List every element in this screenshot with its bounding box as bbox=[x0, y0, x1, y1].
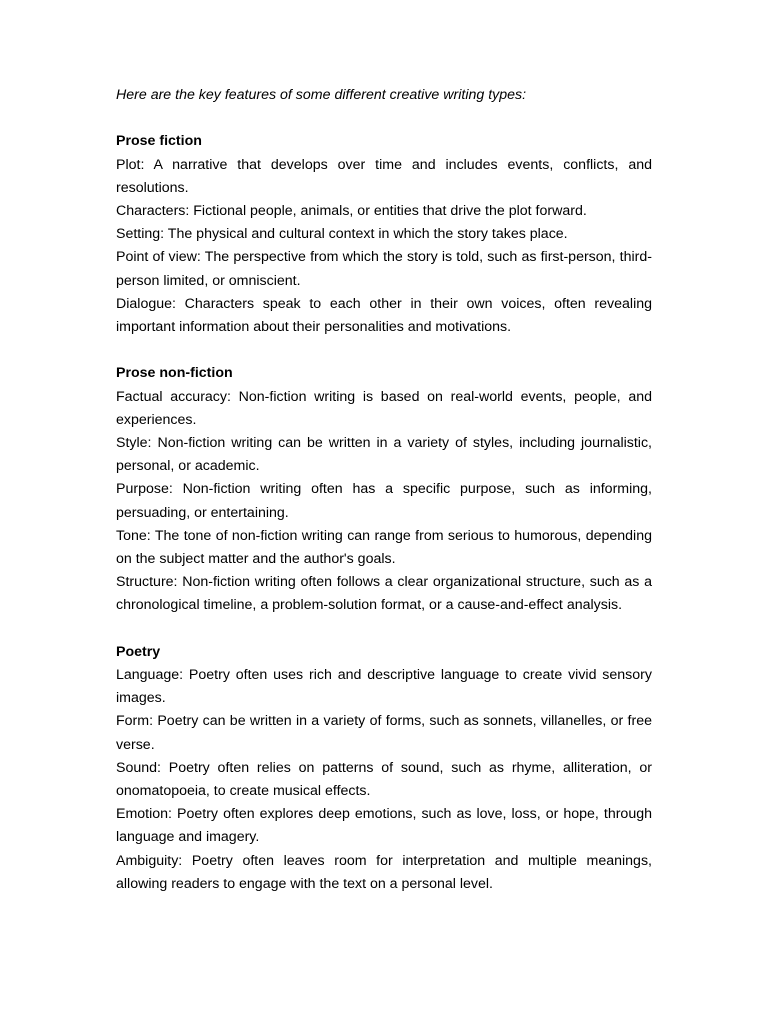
document-body bbox=[116, 84, 652, 919]
feature-structure: Structure: Non-fiction writing often follows a clear organizational structure, such as a chronological timeline, a problem-solution format, or a cause-and-effect analysis. bbox=[116, 574, 652, 614]
section-poetry bbox=[116, 641, 652, 896]
feature-factual-accuracy: Factual accuracy: Non-fiction writing is based on real-world events, people, and experiences. bbox=[116, 388, 652, 428]
section-heading: Prose fiction bbox=[116, 133, 202, 150]
feature-purpose: Purpose: Non-fiction writing often has a specific purpose, such as informing, persuading, or entertaining. bbox=[116, 481, 652, 521]
feature-tone: Tone: The tone of non-fiction writing can range from serious to humorous, depending on the subject matter and the author's goals. bbox=[116, 527, 652, 568]
feature-sound: Sound: Poetry often relies on patterns of sound, such as rhyme, alliteration, or onomatopoeia, to create musical effects. bbox=[116, 759, 652, 800]
section-prose-non-fiction bbox=[116, 362, 652, 617]
feature-characters: Characters: Fictional people, animals, or entities that drive the plot forward. bbox=[116, 203, 587, 219]
feature-dialogue: Dialogue: Characters speak to each other in their own voices, often revealing important information about their personalities and motivations. bbox=[116, 295, 652, 336]
section-heading: Prose non-fiction bbox=[116, 365, 233, 382]
feature-style: Style: Non-fiction writing can be written in a variety of styles, including journalistic, personal, or academic. bbox=[116, 435, 652, 475]
feature-form: Form: Poetry can be written in a variety of forms, such as sonnets, villanelles, or free verse. bbox=[116, 713, 652, 753]
section-prose-fiction bbox=[116, 130, 652, 339]
feature-plot: Plot: A narrative that develops over time and includes events, conflicts, and resolutions. bbox=[116, 156, 652, 196]
feature-ambiguity: Ambiguity: Poetry often leaves room for interpretation and multiple meanings, allowing readers to engage with the text on a personal level. bbox=[116, 852, 652, 892]
intro-text: Here are the key features of some different creative writing types: bbox=[116, 87, 527, 103]
section-heading: Poetry bbox=[116, 643, 161, 660]
feature-setting: Setting: The physical and cultural context in which the story takes place. bbox=[116, 226, 568, 243]
feature-point-of-view: Point of view: The perspective from which the story is told, such as first-person, third-person limited, or omniscient. bbox=[116, 249, 652, 289]
feature-language: Language: Poetry often uses rich and descriptive language to create vivid sensory images. bbox=[116, 667, 652, 707]
feature-emotion: Emotion: Poetry often explores deep emotions, such as love, loss, or hope, through language and imagery. bbox=[116, 806, 652, 846]
